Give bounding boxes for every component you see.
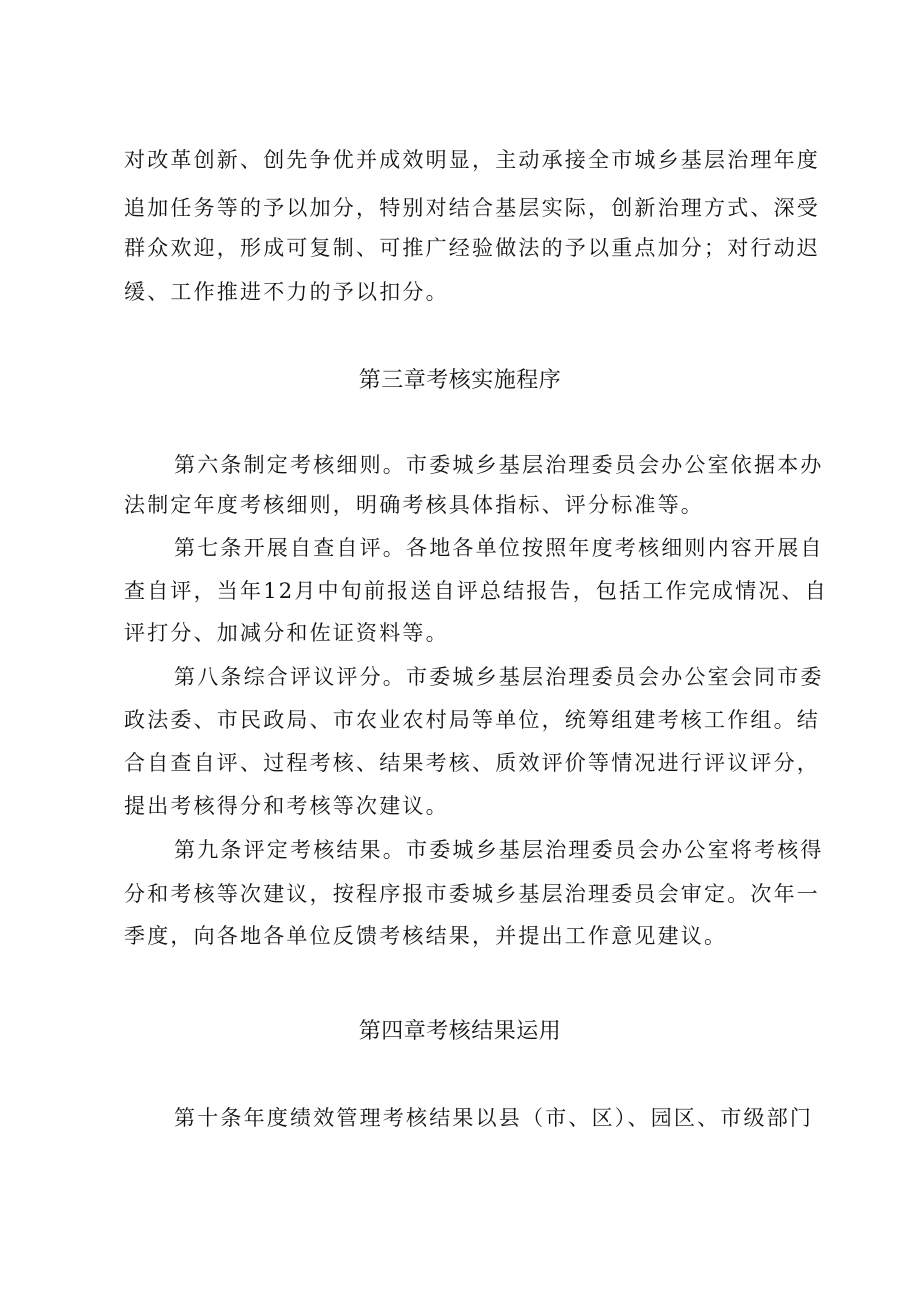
article-7-line-3: 评打分、加减分和佐证资料等。 [124, 621, 449, 645]
article-6-line-2: 法制定年度考核细则，明确考核具体指标、评分标准等。 [124, 493, 704, 517]
article-8-line-4: 提出考核得分和考核等次建议。 [124, 794, 449, 818]
article-10-line-1: 第十条年度绩效管理考核结果以县（市、区）、园区、市级部门 [174, 1106, 814, 1130]
intro-line-3: 群众欢迎，形成可复制、可推广经验做法的予以重点加分；对行动迟 [124, 236, 820, 260]
article-8-line-2: 政法委、市民政局、市农业农村局等单位，统筹组建考核工作组。结 [124, 708, 820, 732]
article-9-line-1: 第九条评定考核结果。市委城乡基层治理委员会办公室将考核得 [174, 838, 824, 862]
article-7-line-2: 查自评，当年12月中旬前报送自评总结报告，包括工作完成情况、自 [124, 579, 828, 603]
chapter-3-heading: 第三章考核实施程序 [358, 368, 562, 393]
article-9-line-3: 季度，向各地各单位反馈考核结果，并提出工作意见建议。 [124, 924, 728, 948]
intro-line-4: 缓、工作推进不力的予以扣分。 [124, 280, 449, 304]
article-8-line-3: 合自查自评、过程考核、结果考核、质效评价等情况进行评议评分， [124, 751, 820, 775]
article-8-line-1: 第八条综合评议评分。市委城乡基层治理委员会办公室会同市委 [174, 665, 824, 689]
article-6-line-1: 第六条制定考核细则。市委城乡基层治理委员会办公室依据本办 [174, 453, 824, 477]
intro-line-1: 对改革创新、创先争优并成效明显，主动承接全市城乡基层治理年度 [124, 148, 820, 172]
article-9-line-2: 分和考核等次建议，按程序报市委城乡基层治理委员会审定。次年一 [124, 882, 820, 906]
chapter-4-heading: 第四章考核结果运用 [358, 1019, 562, 1044]
intro-line-2: 追加任务等的予以加分，特别对结合基层实际，创新治理方式、深受 [124, 196, 820, 220]
article-7-line-1: 第七条开展自查自评。各地各单位按照年度考核细则内容开展自 [174, 536, 824, 560]
